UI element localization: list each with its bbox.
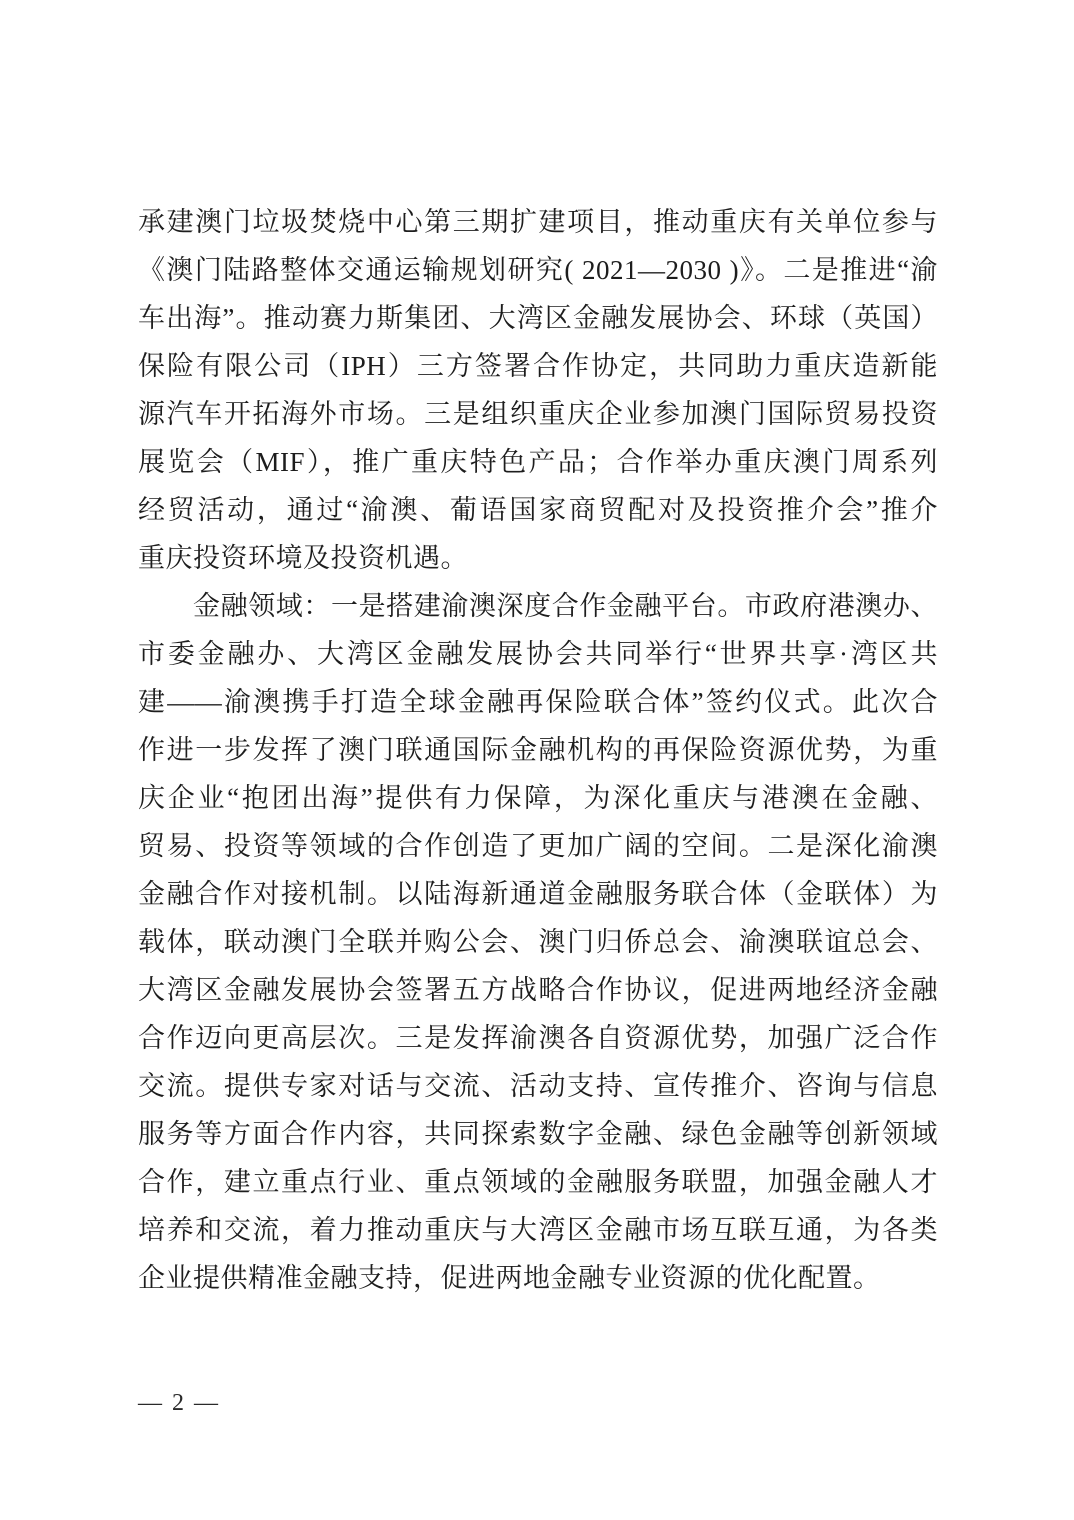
text-line: 承建澳门垃圾焚烧中心第三期扩建项目，推动重庆有关单位参与: [138, 207, 938, 237]
text-line: 建——渝澳携手打造全球金融再保险联合体”签约仪式。此次合: [138, 687, 938, 717]
text-line: 交流。提供专家对话与交流、活动支持、宣传推介、咨询与信息: [138, 1071, 938, 1101]
footer-page-number: 2: [172, 1390, 186, 1416]
footer-dash-right: —: [194, 1390, 220, 1416]
text-line: 金融合作对接机制。以陆海新通道金融服务联合体（金联体）为: [138, 879, 938, 909]
text-line: 源汽车开拓海外市场。三是组织重庆企业参加澳门国际贸易投资: [138, 399, 938, 429]
text-line: 《澳门陆路整体交通运输规划研究( 2021—2030 )》。二是推进“渝: [138, 255, 938, 285]
document-body: [138, 198, 938, 1302]
text-line: 合作，建立重点行业、重点领域的金融服务联盟，加强金融人才: [138, 1167, 938, 1197]
text-line: 市委金融办、大湾区金融发展协会共同举行“世界共享·湾区共: [138, 639, 938, 669]
page-footer: [138, 1390, 220, 1417]
text-line: 重庆投资环境及投资机遇。: [138, 543, 468, 573]
text-line: 保险有限公司（IPH）三方签署合作协定，共同助力重庆造新能: [138, 351, 938, 381]
text-line: 庆企业“抱团出海”提供有力保障，为深化重庆与港澳在金融、: [138, 783, 938, 813]
text-line: 贸易、投资等领域的合作创造了更加广阔的空间。二是深化渝澳: [138, 831, 938, 861]
text-line: 合作迈向更高层次。三是发挥渝澳各自资源优势，加强广泛合作: [138, 1023, 938, 1053]
text-line: 载体，联动澳门全联并购公会、澳门归侨总会、渝澳联谊总会、: [138, 927, 938, 957]
text-line: 服务等方面合作内容，共同探索数字金融、绿色金融等创新领域: [138, 1119, 938, 1149]
text-line: 车出海”。推动赛力斯集团、大湾区金融发展协会、环球（英国）: [138, 303, 938, 333]
text-line: 展览会（MIF），推广重庆特色产品；合作举办重庆澳门周系列: [138, 447, 938, 477]
text-line: 金融领域：一是搭建渝澳深度合作金融平台。市政府港澳办、: [193, 591, 938, 621]
text-line: 经贸活动，通过“渝澳、葡语国家商贸配对及投资推介会”推介: [138, 495, 938, 525]
text-line: 培养和交流，着力推动重庆与大湾区金融市场互联互通，为各类: [138, 1215, 938, 1245]
footer-dash-left: —: [138, 1390, 164, 1416]
text-line: 作进一步发挥了澳门联通国际金融机构的再保险资源优势，为重: [138, 735, 938, 765]
text-line: 大湾区金融发展协会签署五方战略合作协议，促进两地经济金融: [138, 975, 938, 1005]
text-line: 企业提供精准金融支持，促进两地金融专业资源的优化配置。: [138, 1263, 881, 1293]
